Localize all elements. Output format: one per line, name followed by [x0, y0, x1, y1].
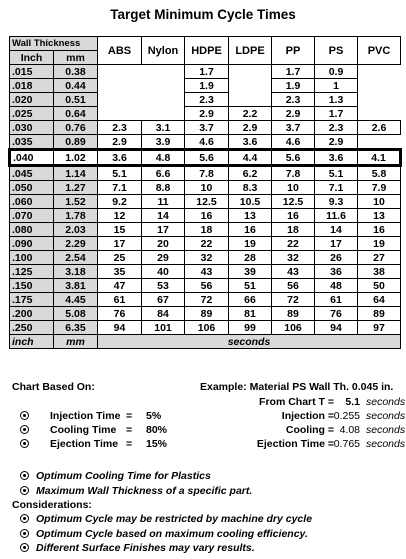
value-cell: 9.3 — [315, 195, 358, 209]
value-cell: 64 — [358, 293, 401, 307]
material-header: PP — [272, 37, 315, 65]
note-text: Maximum Wall Thickness of a specific part. — [36, 485, 253, 497]
value-cell: 2.2 — [229, 107, 272, 121]
value-cell: 12.5 — [185, 195, 229, 209]
mm-cell: 1.78 — [54, 209, 98, 223]
value-cell: 101 — [142, 321, 185, 335]
bullet-icon — [20, 439, 29, 448]
inch-cell: .175 — [10, 293, 54, 307]
mm-cell: 3.18 — [54, 265, 98, 279]
value-cell: 1.7 — [185, 65, 229, 79]
mm-header: mm — [54, 51, 98, 65]
inch-cell: .035 — [10, 135, 54, 150]
value-cell: 17 — [142, 223, 185, 237]
example-value: 0.765 — [333, 438, 360, 450]
chart-based-on-heading: Chart Based On: — [12, 381, 95, 393]
note-text: Optimum Cooling Time for Plastics — [36, 470, 211, 482]
inch-cell: .025 — [10, 107, 54, 121]
value-cell: 3.6 — [229, 135, 272, 150]
value-cell: 7.1 — [315, 181, 358, 195]
consideration-text: Optimum Cycle based on maximum cooling efficiency. — [36, 528, 308, 540]
inch-cell: .100 — [10, 251, 54, 265]
value-cell: 3.9 — [142, 135, 185, 150]
value-cell: 16 — [358, 223, 401, 237]
value-cell: 16 — [229, 223, 272, 237]
value-cell: 94 — [315, 321, 358, 335]
value-cell: 7.8 — [272, 166, 315, 181]
example-unit: seconds — [366, 424, 406, 436]
example-label: Ejection Time = — [256, 438, 334, 450]
value-cell: 11.6 — [315, 209, 358, 223]
inch-cell: .020 — [10, 93, 54, 107]
inch-cell: .080 — [10, 223, 54, 237]
material-header: PVC — [358, 37, 401, 65]
value-cell: 6.2 — [229, 166, 272, 181]
value-cell: 32 — [272, 251, 315, 265]
value-cell: 72 — [272, 293, 315, 307]
value-cell: 20 — [142, 237, 185, 251]
example-unit: seconds — [366, 438, 406, 450]
footer-seconds: seconds — [98, 335, 401, 349]
value-cell: 11 — [142, 195, 185, 209]
example-unit: seconds — [366, 396, 406, 408]
value-cell: 22 — [272, 237, 315, 251]
mm-cell: 2.03 — [54, 223, 98, 237]
value-cell: 50 — [358, 279, 401, 293]
value-cell: 12.5 — [272, 195, 315, 209]
value-cell: 72 — [185, 293, 229, 307]
value-cell: 4.1 — [358, 150, 401, 166]
material-header: PS — [315, 37, 358, 65]
value-cell: 89 — [358, 307, 401, 321]
mm-cell: 0.44 — [54, 79, 98, 93]
value-cell: 5.1 — [315, 166, 358, 181]
inch-cell: .200 — [10, 307, 54, 321]
value-cell: 9.2 — [98, 195, 142, 209]
inch-cell: .030 — [10, 121, 54, 135]
value-cell: 4.8 — [142, 150, 185, 166]
mm-cell: 1.02 — [54, 150, 98, 166]
value-cell: 8.3 — [229, 181, 272, 195]
material-header: LDPE — [229, 37, 272, 65]
mm-cell: 0.89 — [54, 135, 98, 150]
value-cell: 99 — [229, 321, 272, 335]
value-cell: 4.6 — [272, 135, 315, 150]
value-cell: 1.7 — [272, 65, 315, 79]
value-cell: 25 — [98, 251, 142, 265]
mm-cell: 0.64 — [54, 107, 98, 121]
inch-header: Inch — [10, 51, 54, 65]
material-header: ABS — [98, 37, 142, 65]
value-cell: 56 — [185, 279, 229, 293]
footer-mm: mm — [54, 335, 98, 349]
value-cell: 39 — [229, 265, 272, 279]
value-cell: 43 — [185, 265, 229, 279]
inch-cell: .150 — [10, 279, 54, 293]
chart-basis-eq: = — [126, 438, 133, 450]
mm-cell: 3.81 — [54, 279, 98, 293]
chart-basis-value: 15% — [146, 438, 168, 450]
value-cell: 19 — [229, 237, 272, 251]
bullet-icon — [20, 514, 29, 523]
consideration-item — [20, 513, 312, 525]
value-cell: 26 — [315, 251, 358, 265]
value-cell: 1 — [315, 79, 358, 93]
value-cell: 18 — [185, 223, 229, 237]
material-header: Nylon — [142, 37, 185, 65]
value-cell: 5.6 — [272, 150, 315, 166]
value-cell: 10 — [358, 195, 401, 209]
chart-basis-item — [20, 424, 36, 436]
chart-basis-value: 5% — [146, 410, 162, 422]
value-cell: 0.9 — [315, 65, 358, 79]
chart-basis-item — [20, 438, 36, 450]
chart-basis-item — [20, 410, 36, 422]
value-cell: 10 — [185, 181, 229, 195]
value-cell: 1.3 — [315, 93, 358, 107]
value-cell: 89 — [272, 307, 315, 321]
value-cell: 94 — [98, 321, 142, 335]
value-cell: 14 — [142, 209, 185, 223]
value-cell: 76 — [315, 307, 358, 321]
value-cell: 3.7 — [185, 121, 229, 135]
value-cell: 1.9 — [272, 79, 315, 93]
value-cell: 106 — [185, 321, 229, 335]
value-cell: 28 — [229, 251, 272, 265]
value-cell: 4.4 — [229, 150, 272, 166]
value-cell: 2.6 — [358, 121, 401, 135]
inch-cell: .018 — [10, 79, 54, 93]
mm-cell: 0.51 — [54, 93, 98, 107]
value-cell: 2.9 — [185, 107, 229, 121]
example-unit: seconds — [366, 410, 406, 422]
value-cell: 106 — [272, 321, 315, 335]
value-cell: 5.1 — [98, 166, 142, 181]
mm-cell: 1.27 — [54, 181, 98, 195]
mm-cell: 2.54 — [54, 251, 98, 265]
value-cell: 13 — [229, 209, 272, 223]
value-cell: 2.9 — [229, 121, 272, 135]
mm-cell: 1.52 — [54, 195, 98, 209]
value-cell: 43 — [272, 265, 315, 279]
example-value: 0.255 — [333, 410, 360, 422]
chart-basis-eq: = — [126, 410, 133, 422]
value-cell: 5.6 — [185, 150, 229, 166]
value-cell: 84 — [142, 307, 185, 321]
value-cell: 61 — [315, 293, 358, 307]
value-cell: 13 — [358, 209, 401, 223]
note-item — [20, 485, 252, 497]
example-value: 4.08 — [339, 424, 360, 436]
chart-basis-label: Ejection Time — [50, 438, 119, 450]
value-cell: 53 — [142, 279, 185, 293]
bullet-icon — [20, 543, 29, 552]
value-cell: 66 — [229, 293, 272, 307]
mm-cell: 1.14 — [54, 166, 98, 181]
value-cell: 27 — [358, 251, 401, 265]
consideration-item — [20, 528, 308, 540]
example-label: From Chart T = — [259, 396, 334, 408]
wall-thickness-header: Wall Thickness — [10, 37, 98, 51]
mm-cell: 4.45 — [54, 293, 98, 307]
value-cell: 2.3 — [315, 121, 358, 135]
inch-cell: .050 — [10, 181, 54, 195]
bullet-icon — [20, 411, 29, 420]
value-cell: 17 — [98, 237, 142, 251]
value-cell: 48 — [315, 279, 358, 293]
mm-cell: 0.76 — [54, 121, 98, 135]
considerations-heading: Considerations: — [12, 499, 92, 511]
value-cell: 81 — [229, 307, 272, 321]
value-cell: 2.3 — [272, 93, 315, 107]
material-header: HDPE — [185, 37, 229, 65]
inch-cell: .060 — [10, 195, 54, 209]
value-cell: 3.1 — [142, 121, 185, 135]
bullet-icon — [20, 425, 29, 434]
value-cell: 15 — [98, 223, 142, 237]
chart-basis-label: Cooling Time — [50, 424, 117, 436]
value-cell: 35 — [98, 265, 142, 279]
value-cell: 16 — [272, 209, 315, 223]
mm-cell: 0.38 — [54, 65, 98, 79]
page-title: Target Minimum Cycle Times — [110, 7, 296, 22]
chart-basis-label: Injection Time — [50, 410, 121, 422]
inch-cell: .090 — [10, 237, 54, 251]
consideration-text: Different Surface Finishes may vary results. — [36, 542, 255, 554]
value-cell: 2.3 — [185, 93, 229, 107]
example-heading: Example: Material PS Wall Th. 0.045 in. — [200, 381, 394, 393]
bullet-icon — [20, 471, 29, 480]
value-cell: 3.6 — [315, 150, 358, 166]
inch-cell: .015 — [10, 65, 54, 79]
value-cell: 97 — [358, 321, 401, 335]
value-cell: 10.5 — [229, 195, 272, 209]
value-cell: 67 — [142, 293, 185, 307]
value-cell: 18 — [272, 223, 315, 237]
value-cell: 76 — [98, 307, 142, 321]
chart-basis-value: 80% — [146, 424, 168, 436]
mm-cell: 6.35 — [54, 321, 98, 335]
value-cell: 7.8 — [185, 166, 229, 181]
value-cell: 2.3 — [98, 121, 142, 135]
value-cell: 3.7 — [272, 121, 315, 135]
value-cell: 22 — [185, 237, 229, 251]
value-cell: 6.6 — [142, 166, 185, 181]
value-cell: 1.7 — [315, 107, 358, 121]
value-cell: 89 — [185, 307, 229, 321]
inch-cell: .125 — [10, 265, 54, 279]
example-label: Injection = — [281, 410, 334, 422]
value-cell: 51 — [229, 279, 272, 293]
value-cell: 61 — [98, 293, 142, 307]
value-cell: 2.9 — [272, 107, 315, 121]
value-cell: 29 — [142, 251, 185, 265]
value-cell: 1.9 — [185, 79, 229, 93]
value-cell: 2.9 — [315, 135, 358, 150]
value-cell: 32 — [185, 251, 229, 265]
mm-cell: 2.29 — [54, 237, 98, 251]
value-cell: 40 — [142, 265, 185, 279]
consideration-item — [20, 542, 255, 554]
example-label: Cooling = — [285, 424, 334, 436]
value-cell: 16 — [185, 209, 229, 223]
mm-cell: 5.08 — [54, 307, 98, 321]
bullet-icon — [20, 486, 29, 495]
value-cell: 12 — [98, 209, 142, 223]
value-cell: 2.9 — [98, 135, 142, 150]
value-cell: 17 — [315, 237, 358, 251]
value-cell: 7.9 — [358, 181, 401, 195]
value-cell: 36 — [315, 265, 358, 279]
note-item — [20, 470, 211, 482]
value-cell: 4.6 — [185, 135, 229, 150]
consideration-text: Optimum Cycle may be restricted by machine dry cycle — [36, 513, 313, 525]
value-cell: 19 — [358, 237, 401, 251]
value-cell: 3.6 — [98, 150, 142, 166]
value-cell: 56 — [272, 279, 315, 293]
value-cell: 10 — [272, 181, 315, 195]
inch-cell: .045 — [10, 166, 54, 181]
bullet-icon — [20, 529, 29, 538]
inch-cell: .070 — [10, 209, 54, 223]
value-cell: 7.1 — [98, 181, 142, 195]
inch-cell: .040 — [10, 150, 54, 166]
value-cell: 47 — [98, 279, 142, 293]
example-value: 5.1 — [345, 396, 360, 408]
inch-cell: .250 — [10, 321, 54, 335]
value-cell: 5.8 — [358, 166, 401, 181]
footer-inch: inch — [10, 335, 54, 349]
chart-basis-eq: = — [126, 424, 133, 436]
value-cell: 14 — [315, 223, 358, 237]
value-cell: 8.8 — [142, 181, 185, 195]
value-cell: 38 — [358, 265, 401, 279]
